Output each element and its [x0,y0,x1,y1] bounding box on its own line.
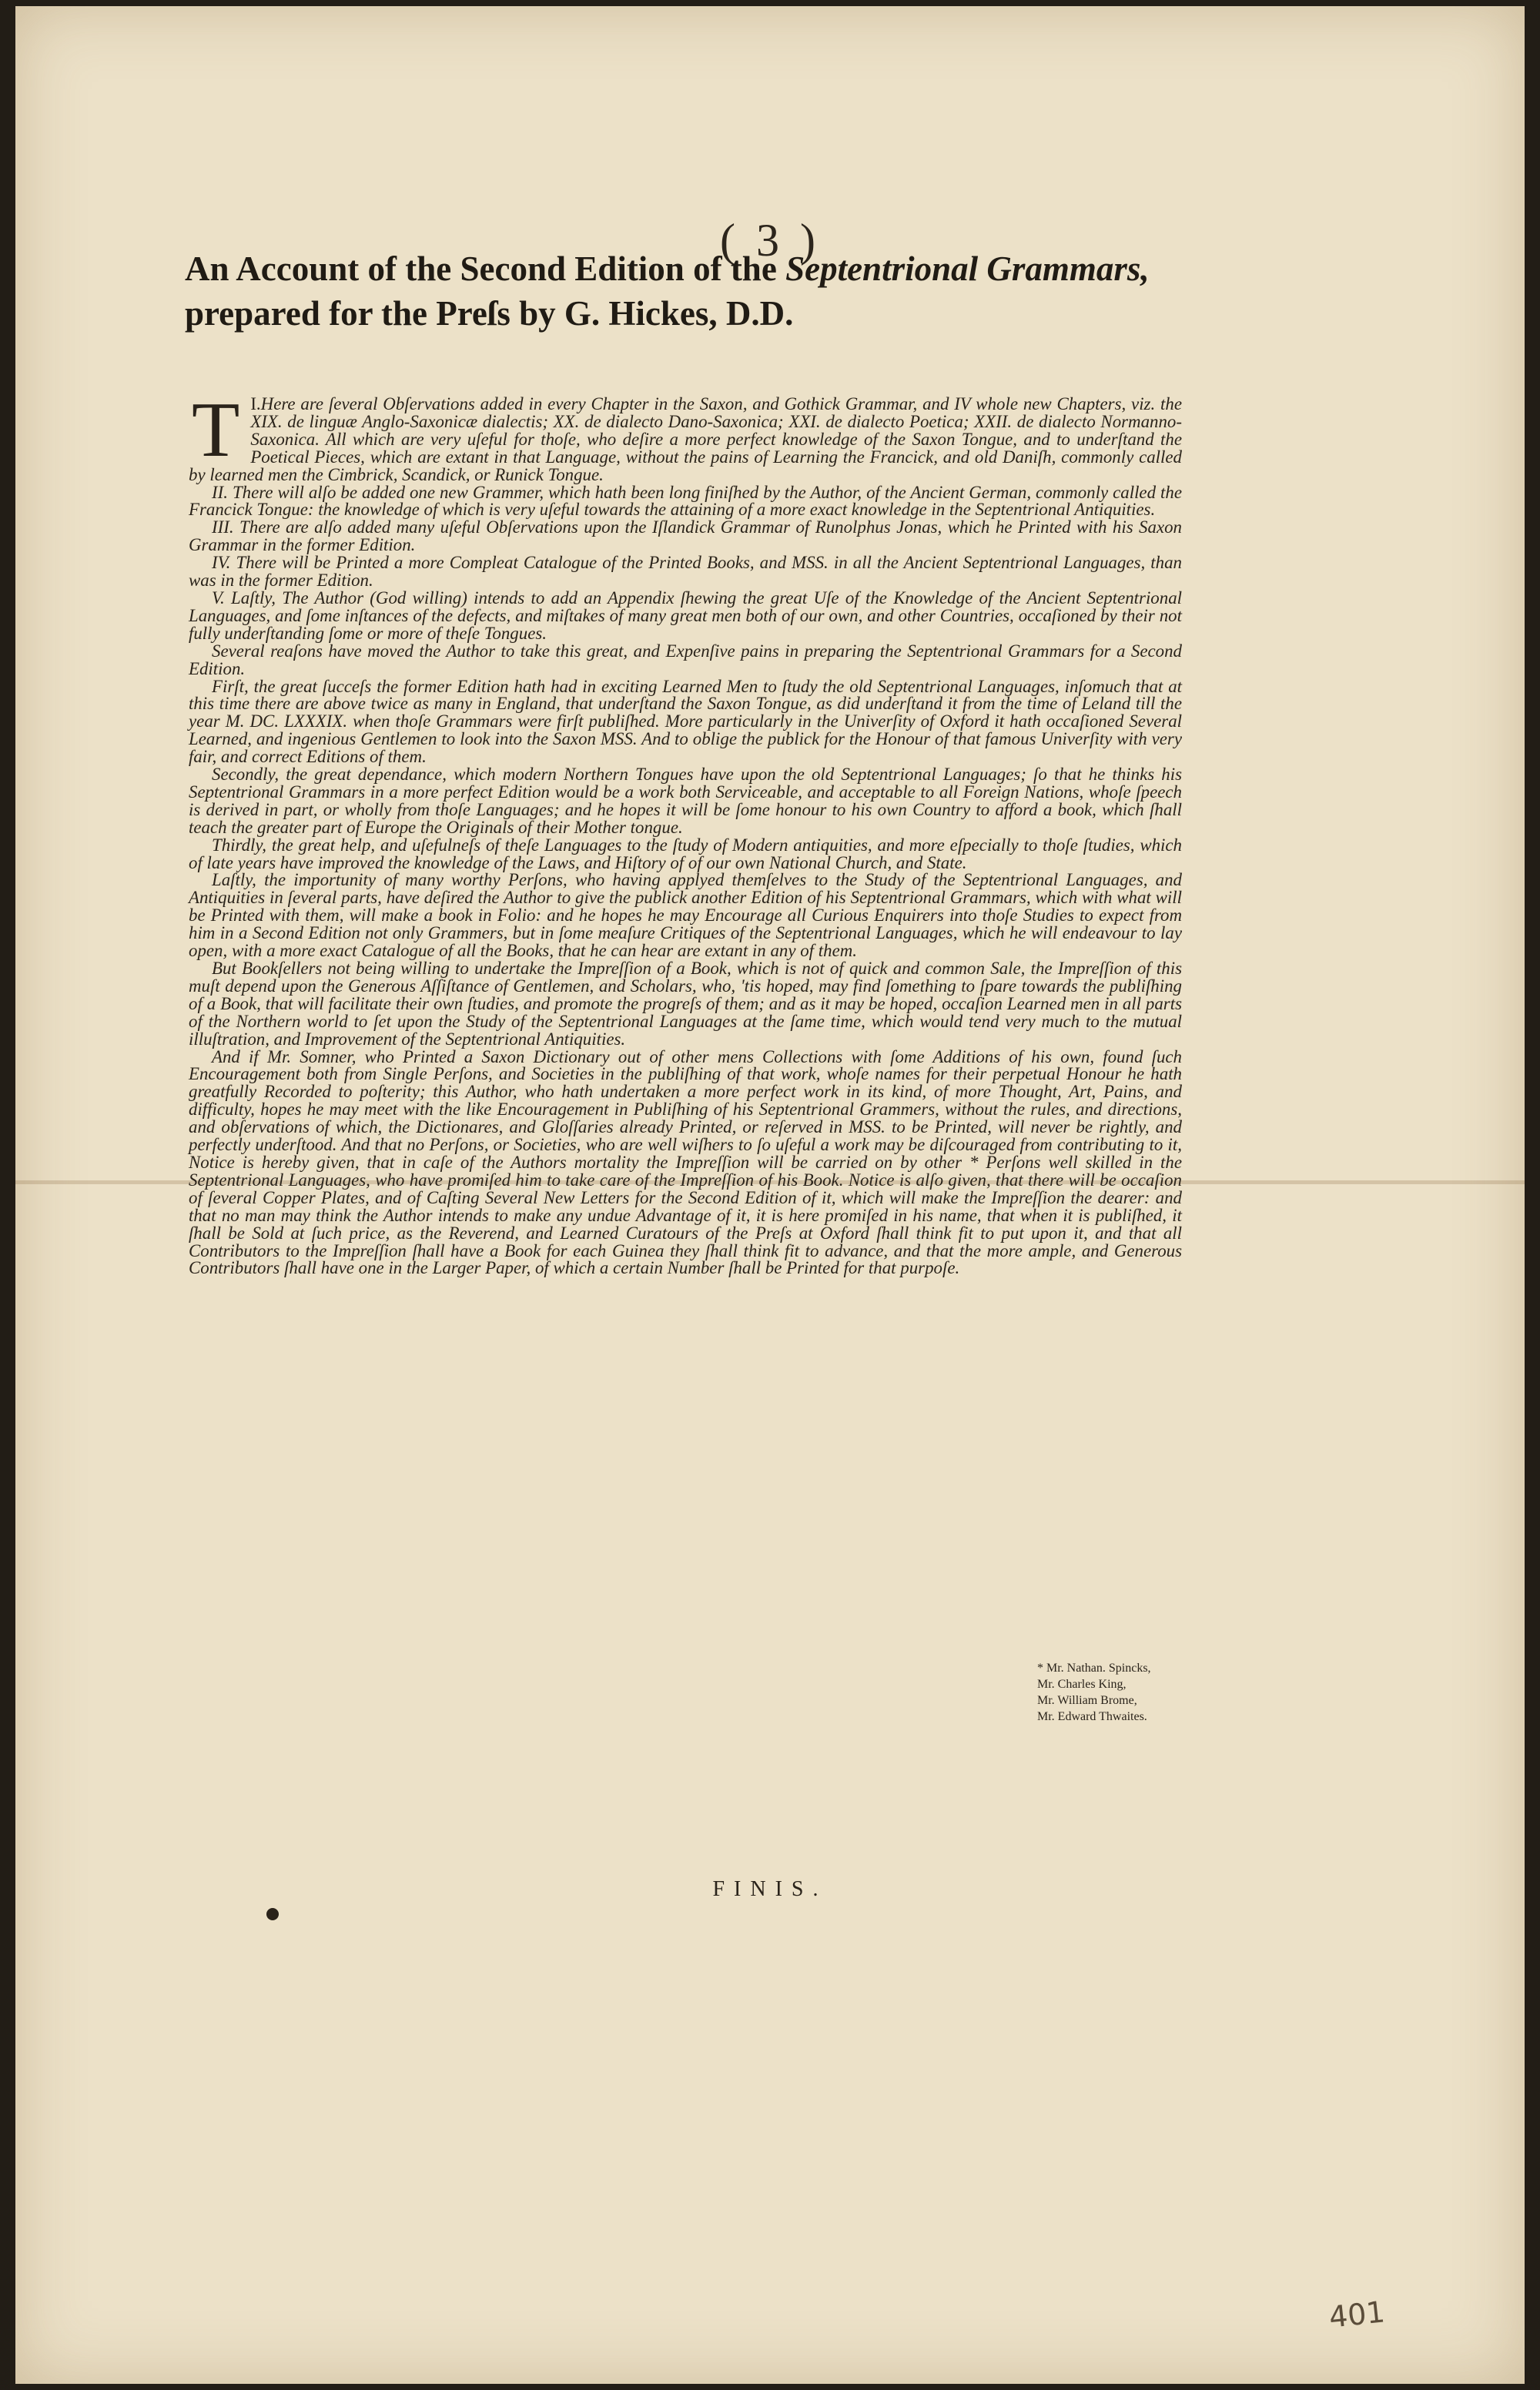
paragraph-item-3: III. There are alſo added many uſeful Obſervations upon the Iſlandick Grammar of Runolphus Jonas, which he Printed with his Saxon Grammar in the former Edition. [189,517,1182,555]
title-part-3: prepared for the Preſs by G. Hickes, D.D. [185,294,794,333]
paragraph-item-4: IV. There will be Printed a more Compleat Catalogue of the Printed Books, and MSS. in all the Ancient Septentrional Languages, than was in the former Edition. [189,553,1182,591]
paragraph-item-2: II. There will alſo be added one new Grammer, which hath been long finiſhed by the Author, of the Ancient German, commonly called the Francick Tongue: the knowledge of which is very uſeful towards the attaining of a more exact knowledge in the Septentrional Antiquities. [189,482,1182,520]
paragraph-lastly: Laſtly, the importunity of many worthy Perſons, who having applyed themſelves to the Study of the Septentrional Languages, and Antiquities in ſeveral parts, have deſired the Author to give the publick another Edition of his Septentrional Grammars, which with what will be Printed with them, will make a book in Folio: and he hopes he may Encourage all Curious Enquirers into thoſe Studies to expect from him in a Second Edition not only Grammers, but in ſome meaſure Critiques of the Septentrional Languages, which he will endeavour to lay open, with a more exact Catalogue of all the Books, that he can hear are extant in any of them. [189,870,1182,961]
paragraph-reasons: Several reaſons have moved the Author to take this great, and Expenſive pains in preparing the Septentrional Grammars for a Second Edition. [189,641,1182,678]
footnote-line: * Mr. Nathan. Spincks, [1037,1662,1151,1675]
page-number: ( 3 ) [720,215,820,266]
title-part-1: An Account of the Second Edition of the [185,249,786,288]
title-part-2: Septentrional Grammars, [785,249,1150,288]
paragraph-booksellers: But Bookſellers not being willing to undertake the Impreſſion of a Book, which is not of quick and common Sale, the Impreſſion of this muſt depend upon the Generous Aſſiſtance of Gentlemen, and Scholars, who, 'tis hoped, may find ſomething to ſpare towards the publiſhing of a Book, that will facilitate their own ſtudies, and promote the progreſs of them; and as it may be hoped, occaſion Learned men in all parts of the Northern world to ſet upon the Study of the Septentrional Languages at the ſame time, which would tend very much to the mutual illuſtration, and Improvement of the Septentrional Antiquities. [189,959,1182,1049]
paper-sheet [15,6,1525,2384]
footnote-line: Mr. William Brome, [1037,1694,1137,1707]
paragraph-item-1 [189,387,1182,484]
document-body [189,387,1182,1278]
ink-dot [266,1908,279,1920]
paragraph-item-5: V. Laſtly, The Author (God willing) intends to add an Appendix ſhewing the great Uſe of the Knowledge of the Ancient Septentrional Languages, and ſome inſtances of the defects, and miſtakes of many great men both of our own, and other Countries, occaſioned by their not fully underſtanding ſome or more of theſe Tongues. [189,587,1182,643]
document-title [185,246,1201,336]
paragraph-thirdly: Thirdly, the great help, and uſefulneſs of theſe Languages to the ſtudy of Modern antiquities, and more eſpecially to thoſe ſtudies, which of late years have improved the knowledge of the Laws, and Hiſtory of of our own National Church, and State. [189,835,1182,872]
footnote-names [1037,1660,1207,1725]
archive-number: 401 [1327,2295,1387,2335]
paragraph-somner: And if Mr. Somner, who Printed a Saxon Dictionary out of other mens Collections with ſome Additions of his own, found ſuch Encouragement both from Single Perſons, and Societies in the publiſhing of that work, whoſe names for their perpetual Honour he hath greatfully Recorded to poſterity; this Author, who hath undertaken a more perfect work in its kind, of more Thought, Art, Pains, and difficulty, hopes he may meet with the like Encouragement in Publiſhing of his Septentrional Grammers, without the rules, and directions, and obſervations of which, the Dictionares, and Gloſſaries already Printed, or reſerved in MSS. to be Printed, will never be rightly, and perfectly underſtood. And that no Perſons, or Societies, who are well wiſhers to ſo uſeful a work may be diſcouraged from contributing to it, Notice is hereby given, that in caſe of the Authors mortality the Impreſſion will be carried on by other * Perſons well skilled in the Septentrional Languages, who have promiſed him to take care of the Impreſſion of his Book. Notice is alſo given, that there will be occaſion of ſeveral Copper Plates, and of Caſting Several New Letters for the Second Edition of it, which will make the Impreſſion the dearer: and that no man may think the Author intends to make any undue Advantage of it, it is here promiſed in his name, that when it is publiſhed, it ſhall be Sold at ſuch price, as the Reverend, and Learned Curatours of the Preſs at Oxford ſhall think fit to put upon it, and that all Contributors to the Impreſſion ſhall have a Book for each Guinea they ſhall think fit to advance, and that the more ample, and Generous Contributors ſhall have one in the Larger Paper, of which a certain Number ſhall be Printed for that purpoſe. [189,1046,1182,1278]
finis-text: FINIS. [712,1877,828,1901]
footnote-line: Mr. Edward Thwaites. [1037,1710,1147,1723]
paragraph-text: Here are ſeveral Obſervations added in every Chapter in the Saxon, and Gothick Grammar, and IV whole new Chapters, viz. the XIX. de linguæ Anglo-Saxonicæ dialectis; XX. de dialecto Dano-Saxonica; XXI. de dialecto Poetica; XXII. de dialecto Normanno-Saxonica. All which are very uſeful for thoſe, who deſire a more perfect knowledge of the Saxon Tongue, and to underſtand the Poetical Pieces, which are extant in that Language, without the pains of Learning the Francick, and old Daniſh, commonly called by learned men the Cimbrick, Scandick, or Runick Tongue. [189,394,1182,484]
paragraph-first: Firſt, the great ſucceſs the former Edition hath had in exciting Learned Men to ſtudy the old Septentrional Languages, inſomuch that at this time there are above twice as many in England, that underſtand the Saxon Tongue, as did underſtand it from the time of Leland till the year M. DC. LXXXIX. when thoſe Grammars were firſt publiſhed. More particularly in the Univerſity of Oxford it hath occaſioned Several Learned, and ingenious Gentlemen to look into the Saxon MSS. And to oblige the publick for the Honour of that famous Univerſity with very fair, and correct Editions of them. [189,676,1182,767]
item-number: I. [250,394,261,413]
drop-cap: T [192,387,240,474]
footnote-line: Mr. Charles King, [1037,1678,1127,1691]
paragraph-secondly: Secondly, the great dependance, which modern Northern Tongues have upon the old Septentrional Languages; ſo that he thinks his Septentrional Grammars in a more perfect Edition would be a work both Serviceable, and acceptable to all Foreign Nations, whoſe ſpeech is derived in part, or wholly from thoſe Languages; and he hopes it will be ſome honour to his own Country to afford a book, which ſhall teach the greater part of Europe the Originals of their Mother tongue. [189,765,1182,837]
